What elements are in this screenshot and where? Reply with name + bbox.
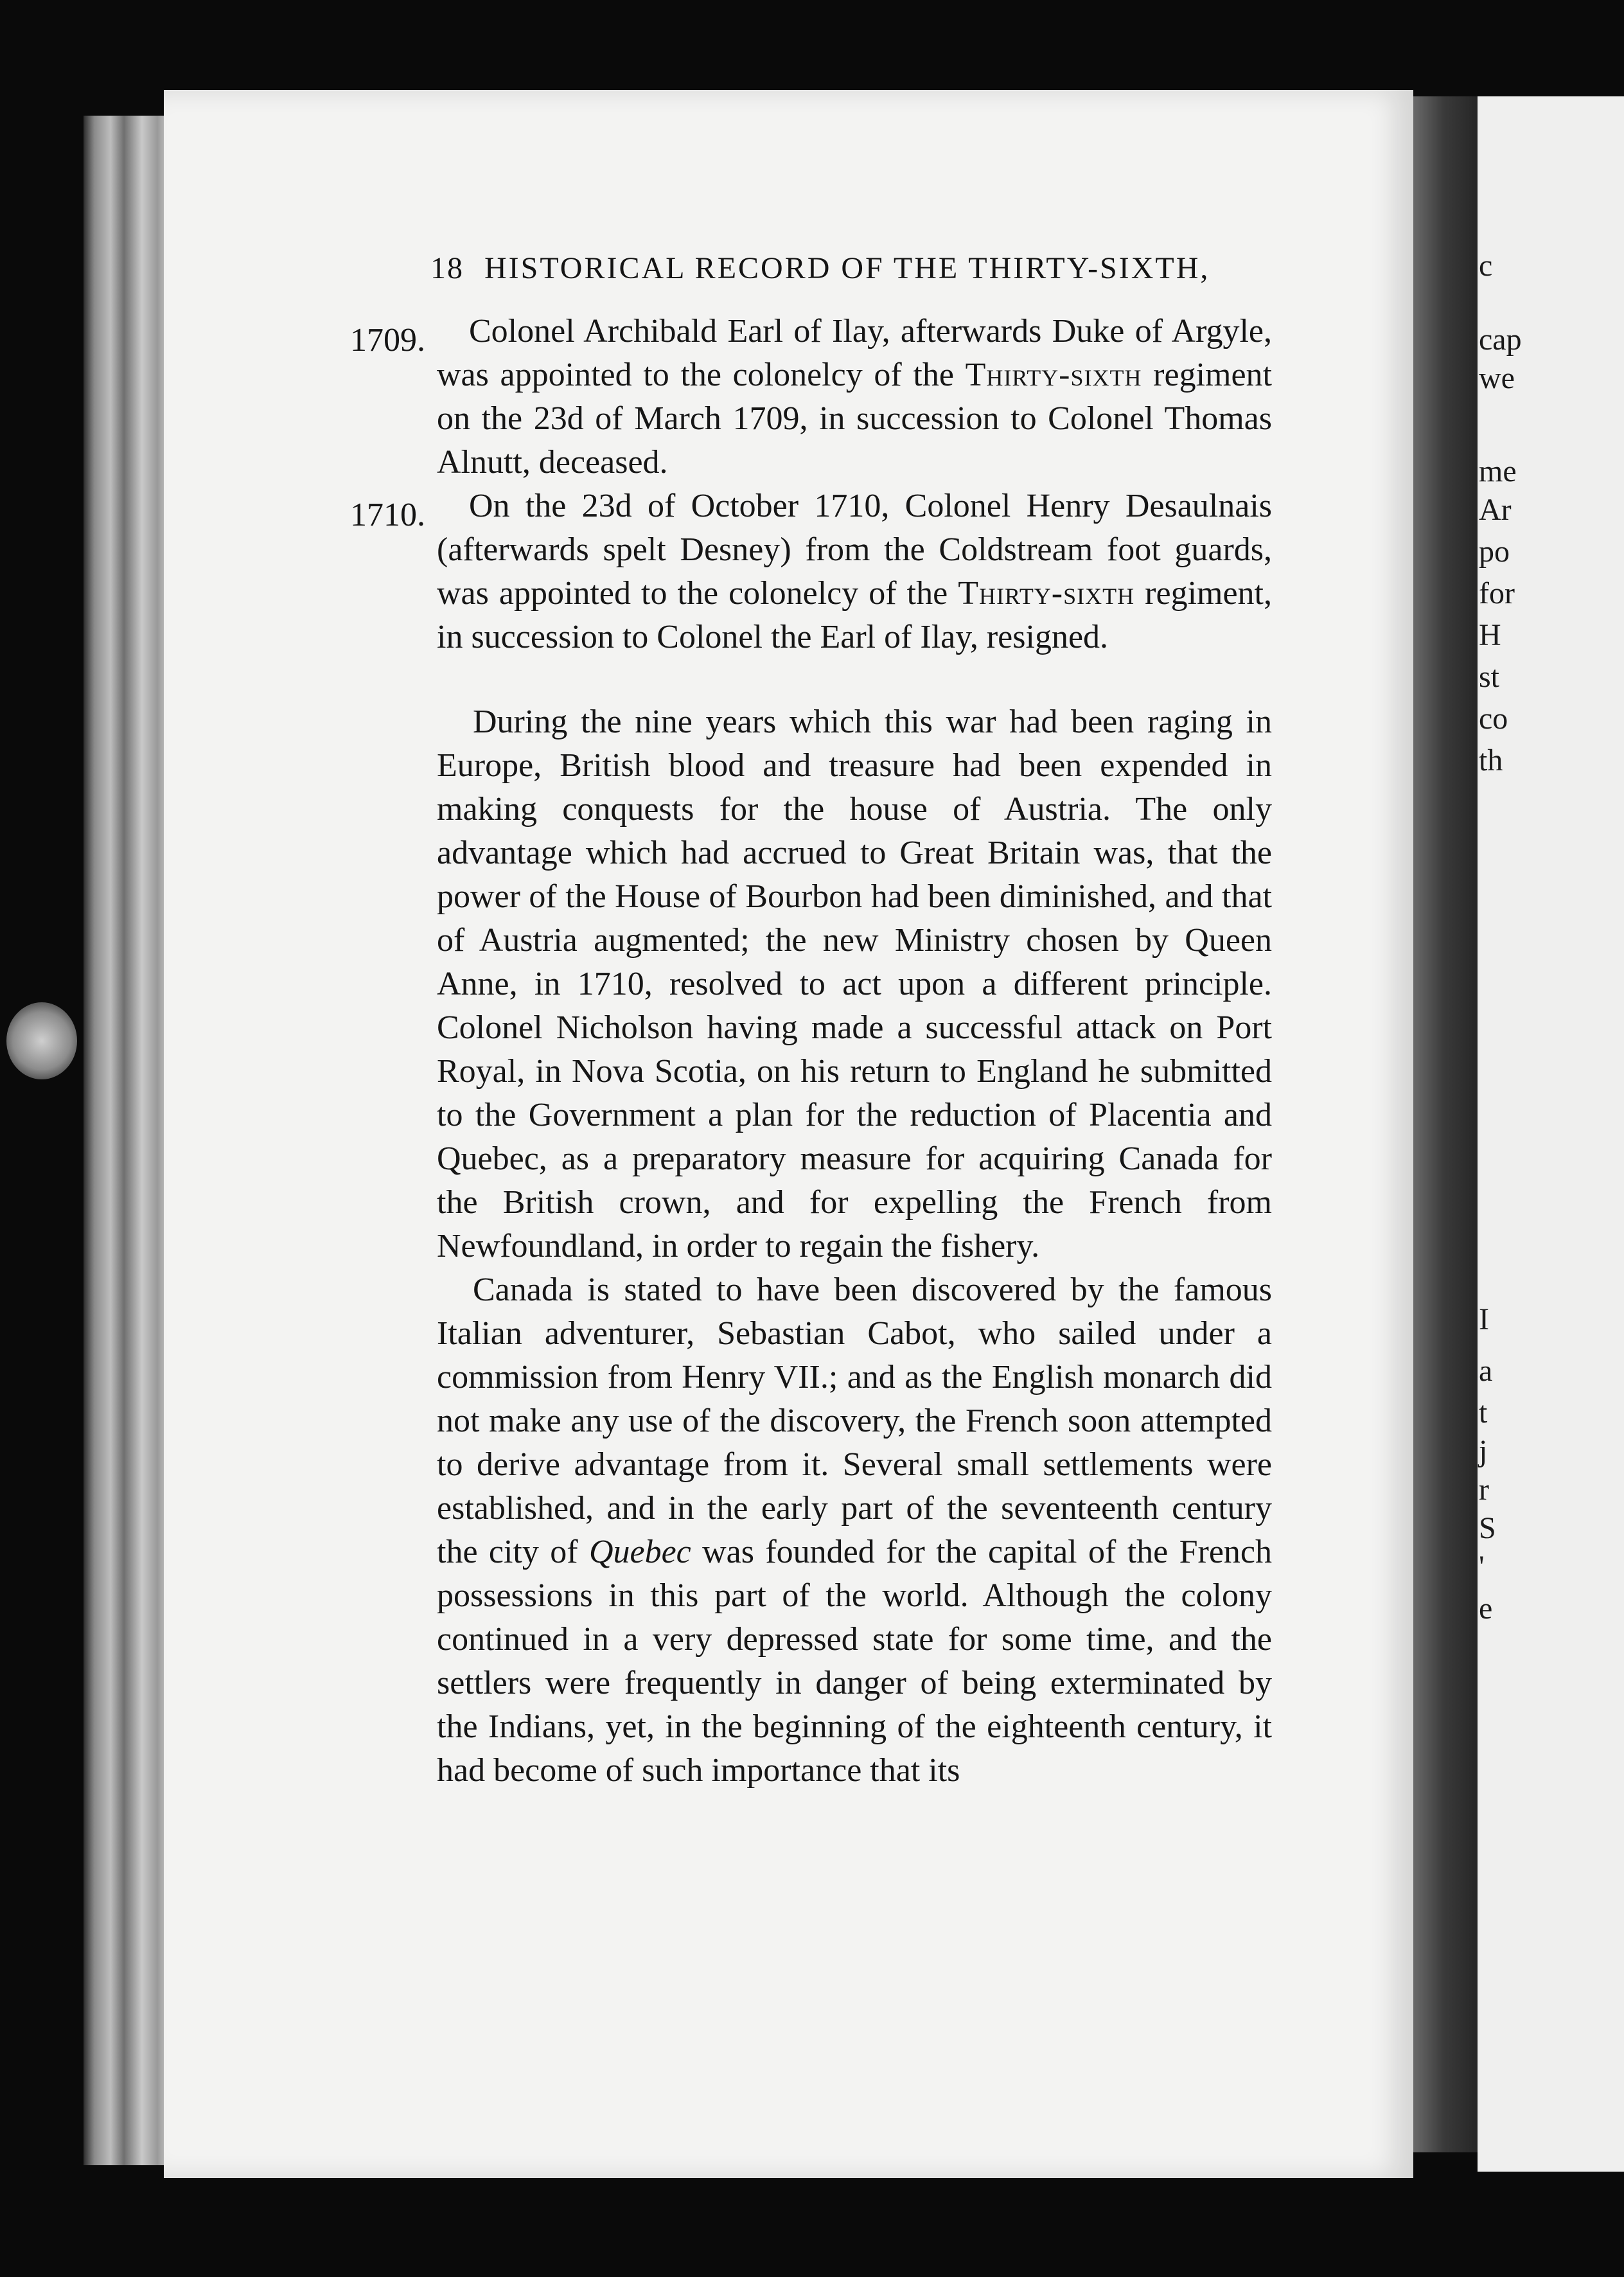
facing-page [1478,96,1624,2172]
year-marker: 1709. [350,322,425,359]
entry-text: regiment on the 23d of March 1709, in succession to Colonel Thomas Alnutt, deceased. [437,357,1272,481]
facing-fragment: Ar [1479,493,1512,527]
entry-text: On the 23d of October 1710, Colonel Henry Desaulnais (afterwards spelt Desney) from the Coldstream foot guards, was appointed to the colonelcy of the [437,488,1272,612]
paragraph-text: Canada is stated to have been discovered by the famous Italian adventurer, Sebastian Cabot, who sailed under a commission from Henry VII.; and as the English monarch did not make any use of the discovery, the French soon attempted to derive advantage from it. Several small settlements were established, and in the early part of the seventeenth century the city of [437,1271,1272,1570]
facing-fragment: S [1479,1511,1496,1545]
paragraph-text: was founded for the capital of the French possessions in this part of the world. Although the colony continued in a very depressed state for some time, and the settlers were frequently in danger of being exterminated by the Indians, yet, in the beginning of the eighteenth century, it had become of such importance that its [437,1534,1272,1789]
facing-fragment: co [1479,702,1508,736]
running-header [430,251,1210,286]
body-text [437,700,1272,1793]
facing-fragment: j [1479,1434,1488,1468]
facing-fragment: po [1479,535,1510,569]
facing-fragment: I [1479,1302,1489,1336]
scan-artifact [6,1002,77,1079]
facing-fragment: a [1479,1354,1493,1388]
facing-fragment: r [1479,1473,1489,1507]
facing-fragment: t [1479,1395,1488,1430]
page-number: 18 [430,251,464,285]
paragraph-war: During the nine years which this war had been raging in Europe, British blood and treasure had been expended in making conquests for the house of Austria. The only advantage which had accrued to Great Britain was, that the power of the House of Bourbon had been diminished, and that of Austria augmented; the new Ministry chosen by Queen Anne, in 1710, resolved to act upon a different principle. Colonel Nicholson having made a successful attack on Port Royal, in Nova Scotia, on his return to England he submitted to the Government a plan for the reduction of Placentia and Quebec, as a preparatory measure for acquiring Canada for the British crown, and for expelling the French from Newfoundland, in order to regain the fishery. [437,704,1272,1264]
facing-fragment: H [1479,618,1501,652]
year-marker: 1710. [350,497,425,533]
facing-fragment: th [1479,743,1503,777]
regiment-name: Thirty-sixth [965,357,1142,393]
facing-fragment: st [1479,660,1500,694]
facing-fragment: for [1479,576,1515,610]
paragraph-canada [437,1268,1272,1793]
page-edges [84,116,173,2165]
running-title: HISTORICAL RECORD OF THE THIRTY-SIXTH, [484,251,1210,285]
entry-1710 [437,484,1272,659]
facing-fragment: ' [1479,1550,1485,1584]
facing-fragment: we [1479,361,1515,395]
facing-fragment: c [1479,249,1493,283]
entry-1709 [437,310,1272,484]
regiment-name: Thirty-sixth [958,575,1135,612]
italic-place-name: Quebec [588,1534,691,1570]
facing-fragment: e [1479,1591,1493,1626]
facing-fragment: me [1479,454,1517,488]
facing-fragment: cap [1479,323,1522,357]
entry-text: Colonel Archibald Earl of Ilay, afterwards Duke of Argyle, was appointed to the colonelcy of the [437,313,1272,393]
entry-text: regiment, in succession to Colonel the Earl of Ilay, resigned. [437,575,1272,655]
